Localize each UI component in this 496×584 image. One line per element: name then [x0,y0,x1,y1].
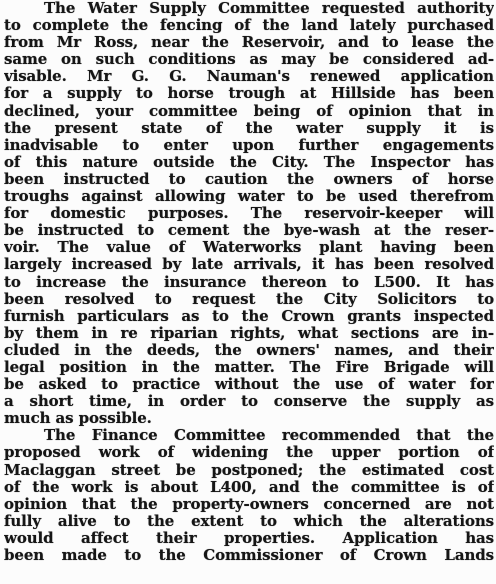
article-line: of this nature outside the City. The Inspector has [4,153,494,171]
article-line: been instructed to caution the owners of horse [4,170,494,188]
article-line: been resolved to request the City Solicitors to [4,290,494,308]
article-line: been made to the Commissioner of Crown Lands [4,547,494,564]
article-line: from Mr Ross, near the Reservoir, and to lease the [4,34,494,52]
article-line: voir. The value of Waterworks plant having been [4,239,494,257]
article-column [4,0,494,564]
article-line: The Water Supply Committee requested authority [44,0,494,17]
article-line: to complete the fencing of the land lately purchased [4,17,494,35]
article-line: cluded in the deeds, the owners' names, and their [4,341,494,359]
article-line: be instructed to cement the bye-wash at the reser- [4,222,494,240]
article-line: largely increased by late arrivals, it has been resolved [4,256,494,274]
article-line: The Finance Committee recommended that the [44,427,494,445]
article-line: to increase the insurance thereon to L500. It has [4,273,494,291]
article-line: the present state of the water supply it is [4,119,494,137]
article-line: visable. Mr G. G. Nauman's renewed application [4,68,494,86]
article-line: fully alive to the extent to which the alterations [4,512,494,530]
article-line: opinion that the property-owners concerned are not [4,495,494,513]
article-line: inadvisable to enter upon further engagements [4,136,494,154]
article-line: declined, your committee being of opinion that in [4,102,494,120]
article-line: Maclaggan street be postponed; the estimated cost [4,461,494,479]
article-line: for domestic purposes. The reservoir-keeper will [4,205,494,223]
article-line: would affect their properties. Application has [4,529,494,547]
article-line: furnish particulars as to the Crown grants inspected [4,307,494,325]
article-line: for a supply to horse trough at Hillside has been [4,85,494,103]
article-line: much as possible. [4,410,152,428]
article-line: same on such conditions as may be considered ad- [4,51,494,69]
article-line: by them in re riparian rights, what sections are in- [4,324,494,342]
article-line: troughs against allowing water to be used therefrom [4,188,494,206]
article-line: be asked to practice without the use of water for [4,376,494,394]
article-line: of the work is about L400, and the committee is of [4,478,494,496]
article-line: a short time, in order to conserve the supply as [4,393,494,411]
article-line: legal position in the matter. The Fire Brigade will [4,358,494,376]
article-line: proposed work of widening the upper portion of [4,444,494,462]
